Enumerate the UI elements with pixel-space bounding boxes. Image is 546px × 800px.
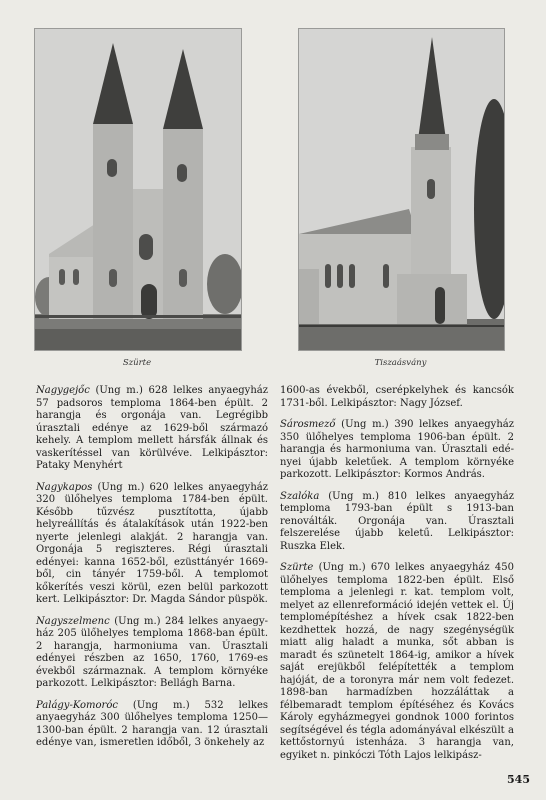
entry-palagy-komoroc-continued: 1600-as évekből, cserépkelyhek és kancsók 1731-ből. Lelkipásztor: Nagy József. — [280, 385, 514, 409]
entry-szurte: Szürte (Ung m.) 670 lelkes anyaegyház 450 ülőhelyes temploma 1822-ben épült. Első temploma a jelenlegi r. kat. templom volt, melyet az ellenreformáció idején vettek el. Új templomépítéshez a hívek csak 1822-ben kezdhettek hozzá, de nagy szegénységük miatt alig haladt a munka, sőt abban is maradt és szünetelt 1864-ig, amikor a hívek saját erejükből felépítették a templom hajóját, de a toronyra már nem volt fedezet. 1898-ban harmadízben hozzáláttak a félbemaradt templom építéséhez és Kovács Károly egyházmegyei gondnok 1000 forintos segítségével és tégla adományával elkészült a kettőstornyú istenháza. 3 harangja van, egyiket n. pinkóczi Tóth Lajos lelkipász- — [280, 562, 514, 761]
twin-tower-church-illustration — [35, 29, 241, 350]
single-tower-church-illustration — [299, 29, 504, 350]
church-photo-szurte — [34, 28, 242, 351]
entry-nagykapos: Nagykapos (Ung m.) 620 lelkes anyaegyház 320 ülőhelyes temploma 1784-ben épült. Később tűzvész pusztította, újabb helyreállítás és átalakítások után 1922-ben nyerte jelenlegi alakját. 2 harangja van. Orgonája 5 regiszteres. Régi úrasztali edényei: kanna 1652-ből, ezüsttányér 1669-ből, cin tányér 1759-ből. A templomot kőkerítés veszi körül, ezen belül parkozott kert. Lelkipásztor: Dr. Magda Sándor püspök. — [36, 481, 268, 605]
text-column-right — [280, 385, 514, 771]
entry-nagygejoc: Nagygejőc (Ung m.) 628 lelkes anyaegyház 57 padsoros temploma 1864-ben épült. 2 harangja és orgonája van. Legrégibb úrasztali edénye az 1629-ből származó kehely. A templom mellett hársfák állnak és vaskerítéssel van körülvéve. Lelkipásztor: Pataky Menyhért — [36, 385, 268, 471]
photo-caption-left: Szürte — [122, 358, 152, 368]
entry-palagy-komoroc: Palágy-Komoróc (Ung m.) 532 lelkes anyaegyház 300 ülőhelyes temploma 1250—1300-ban épült. 2 harangja van. 12 úrasztali edénye van, ismeretlen időből, 3 önkehely az — [36, 699, 268, 748]
text-column-left — [36, 385, 268, 759]
entry-sarosmezo: Sárosmező (Ung m.) 390 lelkes anyaegyház 350 ülőhelyes temploma 1906-ban épült. 2 harangja és harmoniuma van. Úrasztali edényei újabb keletűek. A templom környéke parkozott. Lelkipásztor: Kormos András. — [280, 419, 514, 480]
church-photo-tiszaasvany — [298, 28, 505, 351]
entry-nagyszelmenc: Nagyszelmenc (Ung m.) 284 lelkes anyaegyház 205 ülőhelyes temploma 1868-ban épült. 2 harangja, harmoniuma van. Úrasztali edényei részben az 1650, 1760, 1769-es évekből származnak. A templom környéke parkozott. Lelkipásztor: Bellágh Barna. — [36, 615, 268, 689]
photo-caption-right: Tiszaásvány — [374, 358, 427, 368]
entry-szaloka: Szalóka (Ung m.) 810 lelkes anyaegyház temploma 1793-ban épült s 1913-ban renoválták. Orgonája van. Úrasztali felszerelése újabb keletű. Lelkipásztor: Ruszka Elek. — [280, 490, 514, 552]
page-number: 545 — [507, 773, 530, 786]
